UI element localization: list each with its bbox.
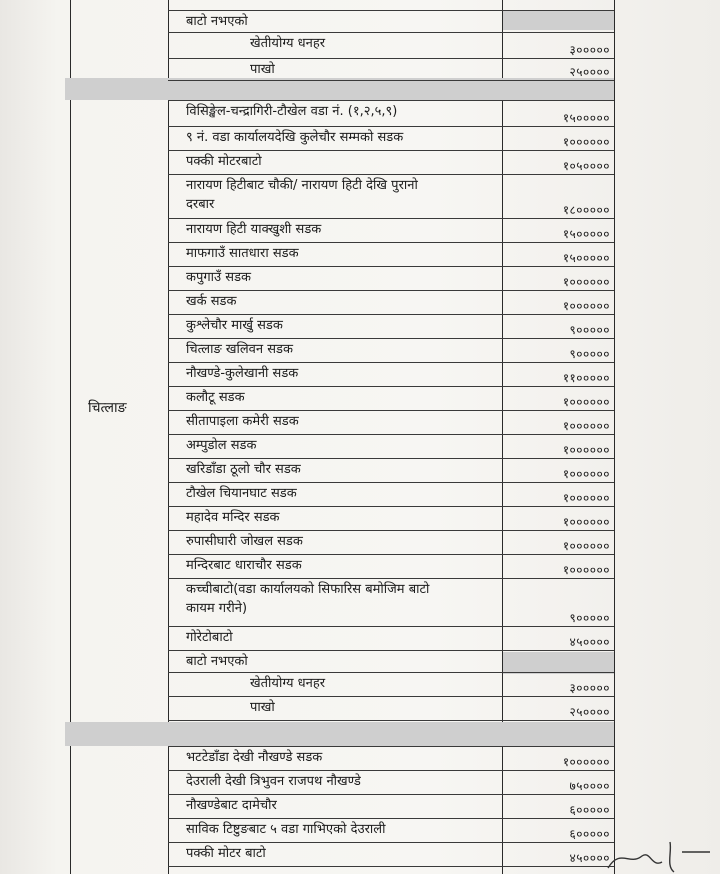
row-label: मन्दिरबाट धाराचौर सडक xyxy=(186,558,302,573)
row-value: १०००००० xyxy=(562,467,610,481)
top-value-shade xyxy=(503,10,614,30)
row-value: २५०००० xyxy=(569,705,610,719)
row-divider xyxy=(168,410,614,411)
row-divider xyxy=(168,314,614,315)
row-label: बाटो नभएको xyxy=(186,654,248,669)
row-label-continued: दरबार xyxy=(186,197,215,212)
row-label: कच्चीबाटो(वडा कार्यालयको सिफारिस बमोजिम बाटो xyxy=(186,582,430,597)
row-label: ९ नं. वडा कार्यालयदेखि कुलेचौर सम्मको सडक xyxy=(186,130,404,145)
row-value: ११००००० xyxy=(562,371,610,385)
row-divider xyxy=(168,866,614,867)
row-label: टौखेल चियानघाट सडक xyxy=(186,486,297,501)
row-divider xyxy=(168,290,614,291)
mid-value-shade xyxy=(503,652,614,674)
row-value: १०००००० xyxy=(562,275,610,289)
main-top-divider xyxy=(168,100,614,101)
row-divider xyxy=(168,362,614,363)
row-label: पक्की मोटरबाटो xyxy=(186,154,262,169)
row-value: २५०००० xyxy=(569,65,610,79)
row-value: ९००००० xyxy=(569,347,610,361)
row-value: १०००००० xyxy=(562,135,610,149)
row-label: नौखण्डे-कुलेखानी सडक xyxy=(186,366,299,381)
row-label: गोरेटोबाटो xyxy=(186,630,233,645)
row-value: ३००००० xyxy=(569,43,610,57)
row-label: खेतीयोग्य धनहर xyxy=(250,676,326,691)
row-divider xyxy=(168,482,614,483)
row-label: कुश्लेचौर मार्खु सडक xyxy=(186,318,283,333)
row-value: १०००००० xyxy=(562,491,610,505)
row-value: ७५०००० xyxy=(569,779,610,793)
row-value: १५००००० xyxy=(562,111,610,125)
row-label: नारायण हिटी याक्खुशी सडक xyxy=(186,222,322,237)
row-label: पाखो xyxy=(250,700,275,715)
row-label: सीतापाइला कमेरी सडक xyxy=(186,414,299,429)
row-label: देउराली देखी त्रिभुवन राजपथ नौखण्डे xyxy=(186,774,361,789)
row-label: खर्क सडक xyxy=(186,294,237,309)
row-divider xyxy=(168,458,614,459)
row-value: ४५०००० xyxy=(569,635,610,649)
row-value: १०००००० xyxy=(562,395,610,409)
row-value: १०००००० xyxy=(562,299,610,313)
row-divider xyxy=(168,434,614,435)
row-divider xyxy=(168,58,614,59)
row-label: नारायण हिटीबाट चौकी/ नारायण हिटी देखि पुरानो xyxy=(186,178,418,193)
row-value: १०००००० xyxy=(562,419,610,433)
separator-band-2 xyxy=(65,722,614,746)
row-divider xyxy=(168,696,614,697)
row-value: १०००००० xyxy=(562,443,610,457)
row-label: विसिङ्खेल-चन्द्रागिरी-टौखेल वडा नं. (१,२,५,९) xyxy=(186,104,398,119)
row-divider xyxy=(168,126,614,127)
row-value: ९००००० xyxy=(569,611,610,625)
row-label: अम्पुडोल सडक xyxy=(186,438,257,453)
row-divider xyxy=(168,626,614,627)
row-divider xyxy=(168,32,614,33)
row-divider xyxy=(168,578,614,579)
row-label: कलौटू सडक xyxy=(186,390,245,405)
row-value: ४५०००० xyxy=(569,851,610,865)
row-value: ९००००० xyxy=(569,323,610,337)
row-divider xyxy=(168,338,614,339)
row-value: १०००००० xyxy=(562,563,610,577)
row-divider xyxy=(168,218,614,219)
row-divider xyxy=(168,818,614,819)
row-label: माफगाउँ सातधारा सडक xyxy=(186,246,299,261)
row-label: भटटेडाँडा देखी नौखण्डे सडक xyxy=(186,750,323,765)
row-label-continued: कायम गरीने) xyxy=(186,601,248,616)
row-label: कपुगाउँ सडक xyxy=(186,270,252,285)
row-divider xyxy=(168,150,614,151)
row-divider xyxy=(168,554,614,555)
row-value: १५००००० xyxy=(562,251,610,265)
bottom-top-divider xyxy=(168,746,614,747)
row-value: १५००००० xyxy=(562,227,610,241)
row-label: रुपासीघारी जोखल सडक xyxy=(186,534,303,549)
row-value: ६००००० xyxy=(569,827,610,841)
row-label: खेतीयोग्य धनहर xyxy=(250,36,326,51)
row-divider xyxy=(168,266,614,267)
row-value: १८००००० xyxy=(562,203,610,217)
row-label: चित्लाङ खलिवन सडक xyxy=(186,342,293,357)
row-divider xyxy=(168,770,614,771)
row-divider xyxy=(168,650,614,651)
row-value: ३००००० xyxy=(569,681,610,695)
row-divider xyxy=(168,506,614,507)
row-label: बाटो नभएको xyxy=(186,14,248,29)
row-label: नौखण्डेबाट दामेचौर xyxy=(186,798,277,813)
row-value: ६००००० xyxy=(569,803,610,817)
row-value: १०००००० xyxy=(562,755,610,769)
row-value: १०००००० xyxy=(562,515,610,529)
row-divider xyxy=(168,386,614,387)
row-divider xyxy=(168,242,614,243)
row-label: महादेव मन्दिर सडक xyxy=(186,510,280,525)
row-label: खरिडाँडा ठूलो चौर सडक xyxy=(186,462,301,477)
row-divider xyxy=(168,174,614,175)
separator-band-1 xyxy=(65,78,614,100)
row-label: पक्की मोटर बाटो xyxy=(186,846,266,861)
top-divider xyxy=(168,10,614,11)
row-value: १०००००० xyxy=(562,539,610,553)
row-divider xyxy=(168,794,614,795)
row-label: साविक टिष्टुङबाट ५ वडा गाभिएको देउराली xyxy=(186,822,386,837)
row-label: पाखो xyxy=(250,62,275,77)
row-divider xyxy=(168,842,614,843)
row-divider xyxy=(168,80,614,81)
table-right-border xyxy=(614,0,615,874)
district-name: चित्लाङ xyxy=(88,400,127,416)
row-divider xyxy=(168,672,614,673)
row-divider xyxy=(168,530,614,531)
row-value: १०५०००० xyxy=(562,159,610,173)
signature-mark xyxy=(600,838,720,874)
row-divider xyxy=(168,720,614,721)
